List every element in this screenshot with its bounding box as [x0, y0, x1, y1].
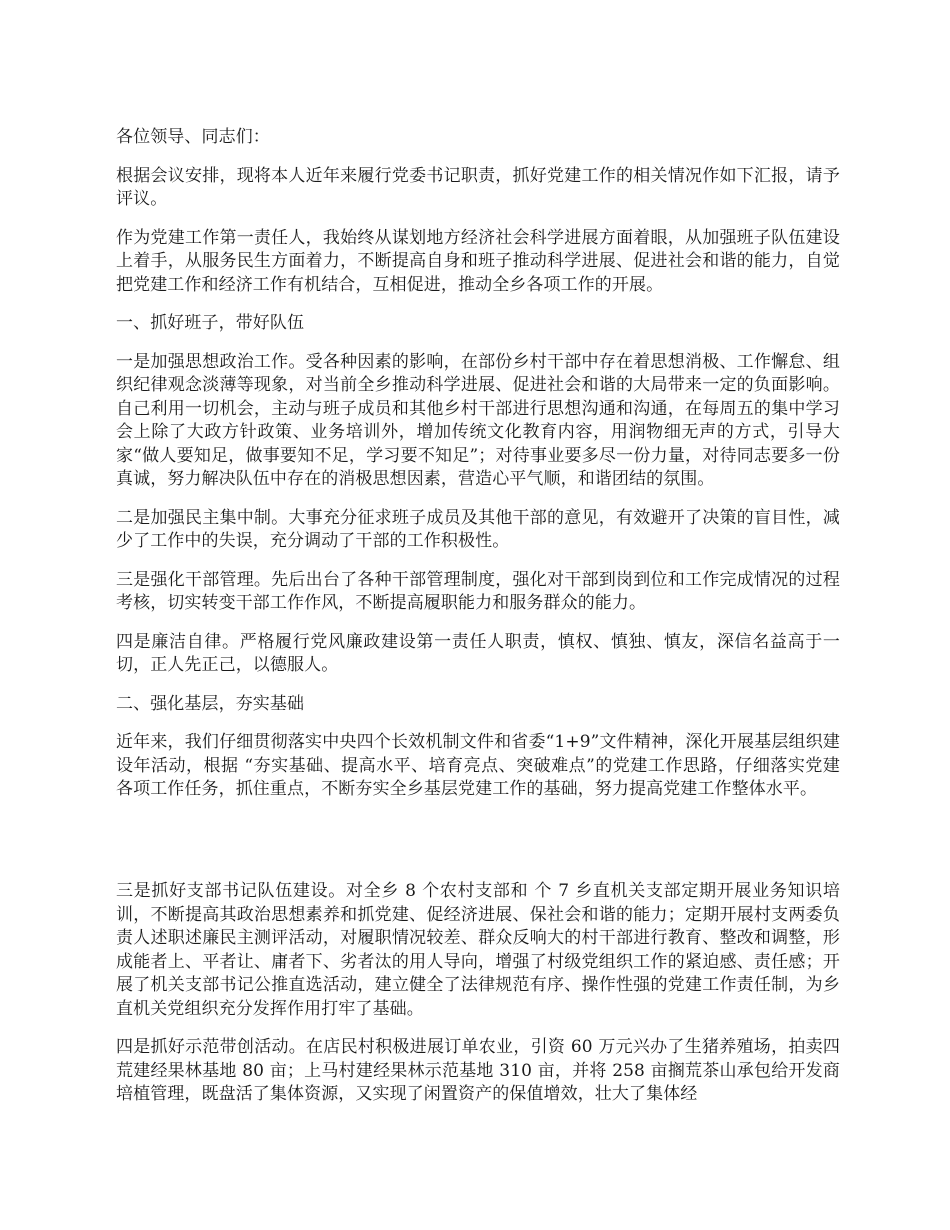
- paragraph: 一是加强思想政治工作。受各种因素的影响，在部份乡村干部中存在着思想消极、工作懈怠、组织纪律观念淡薄等现象，对当前全乡推动科学进展、促进社会和谐的大局带来一定的负面影响。自己利用一切机会，主动与班子成员和其他乡村干部进行思想沟通和沟通，在每周五的集中学习会上除了大政方针政策、业务培训外，增加传统文化教育内容，用润物细无声的方式，引导大家“做人要知足，做事要知不足，学习要不知足”；对待事业要多尽一份力量，对待同志要多一份真诚，努力解决队伍中存在的消极思想因素，营造心平气顺，和谐团结的氛围。: [116, 351, 840, 489]
- paragraph: 四是抓好示范带创活动。在店民村积极进展订单农业，引资 60 万元兴办了生猪养殖场，拍卖四荒建经果林基地 80 亩；上马村建经果林示范基地 310 亩，并将 258 亩搁荒茶山承包给开发商培植管理，既盘活了集体资源，又实现了闲置资产的保值增效，壮大了集体经: [116, 1037, 840, 1104]
- paragraph: 四是廉洁自律。严格履行党风廉政建设第一责任人职责，慎权、慎独、慎友，深信名益高于一切，正人先正己，以德服人。: [116, 631, 840, 675]
- paragraph: 三是强化干部管理。先后出台了各种干部管理制度，强化对干部到岗到位和工作完成情况的过程考核，切实转变干部工作作风，不断提高履职能力和服务群众的能力。: [116, 569, 840, 613]
- paragraph: 二是加强民主集中制。大事充分征求班子成员及其他干部的意见，有效避开了决策的盲目性，减少了工作中的失误，充分调动了干部的工作积极性。: [116, 507, 840, 551]
- salutation: 各位领导、同志们：: [116, 127, 270, 147]
- paragraph: 作为党建工作第一责任人，我始终从谋划地方经济社会科学进展方面着眼，从加强班子队伍建设上着手，从服务民生方面着力，不断提高自身和班子推动科学进展、促进社会和谐的能力，自觉把党建工作和经济工作有机结合，互相促进，推动全乡各项工作的开展。: [116, 227, 840, 295]
- section-heading: 一、抓好班子，带好队伍: [116, 313, 305, 333]
- paragraph: 三是抓好支部书记队伍建设。对全乡 8 个农村支部和 个 7 乡直机关支部定期开展业务知识培训，不断提高其政治思想素养和抓党建、促经济进展、保社会和谐的能力；定期开展村支两委负责人述职述廉民主测评活动，对履职情况较差、群众反响大的村干部进行教育、整改和调整，形成能者上、平者让、庸者下、劣者汰的用人导向，增强了村级党组织工作的紧迫感、责任感；开展了机关支部书记公推直选活动，建立健全了法律规范有序、操作性强的党建工作责任制，为乡直机关党组织充分发挥作用打牢了基础。: [116, 881, 840, 1019]
- paragraph: 近年来，我们仔细贯彻落实中央四个长效机制文件和省委“1+9”文件精神，深化开展基层组织建设年活动，根据 “夯实基础、提高水平、培育亮点、突破难点”的党建工作思路，仔细落实党建各项工作任务，抓住重点，不断夯实全乡基层党建工作的基础，努力提高党建工作整体水平。: [116, 732, 840, 799]
- section-heading: 二、强化基层，夯实基础: [116, 693, 305, 714]
- document-body-lower: [116, 880, 840, 1122]
- paragraph: 根据会议安排，现将本人近年来履行党委书记职责，抓好党建工作的相关情况作如下汇报，请予评议。: [116, 165, 840, 209]
- document-body-upper: [116, 126, 840, 817]
